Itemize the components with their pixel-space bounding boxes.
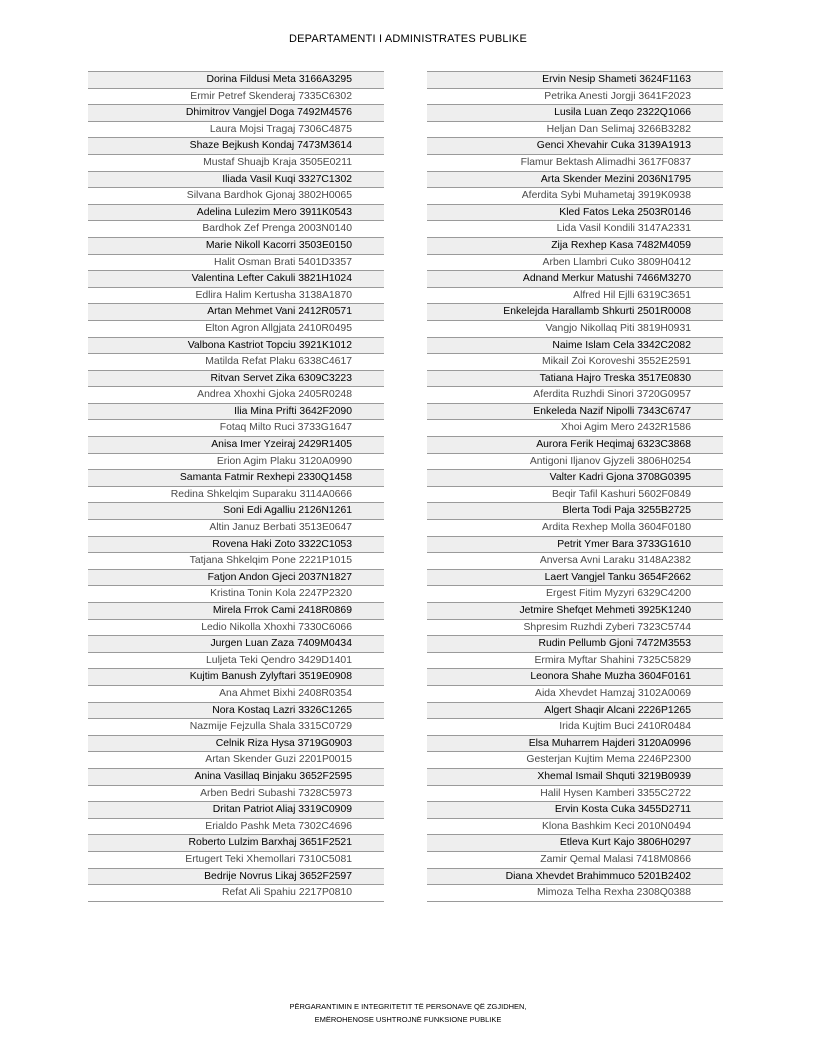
list-row: Ana Ahmet Bixhi 2408R0354 <box>88 686 384 703</box>
list-row: Artan Skender Guzi 2201P0015 <box>88 752 384 769</box>
page-title: DEPARTAMENTI I ADMINISTRATES PUBLIKE <box>288 33 528 45</box>
list-row: Samanta Fatmir Rexhepi 2330Q1458 <box>88 470 384 487</box>
list-row: Ertugert Teki Xhemollari 7310C5081 <box>88 852 384 869</box>
list-row: Petrit Ymer Bara 3733G1610 <box>427 537 723 554</box>
list-row: Anversa Avni Laraku 3148A2382 <box>427 553 723 570</box>
list-row: Genci Xhevahir Cuka 3139A1913 <box>427 138 723 155</box>
footer-line-1: PËRGARANTIMIN E INTEGRITETIT TË PERSONAVE QË ZGJIDHEN, <box>289 1002 527 1011</box>
list-row: Enkelejda Harallamb Shkurti 2501R0008 <box>427 304 723 321</box>
list-row: Elsa Muharrem Hajderi 3120A0996 <box>427 736 723 753</box>
list-row: Redina Shkelqim Suparaku 3114A0666 <box>88 487 384 504</box>
list-row: Rudin Pellumb Gjoni 7472M3553 <box>427 636 723 653</box>
list-row: Petrika Anesti Jorgji 3641F2023 <box>427 89 723 106</box>
list-row: Aurora Ferik Heqimaj 6323C3868 <box>427 437 723 454</box>
list-row: Ermira Myftar Shahini 7325C5829 <box>427 653 723 670</box>
list-row: Arben Bedri Subashi 7328C5973 <box>88 786 384 803</box>
list-row: Zija Rexhep Kasa 7482M4059 <box>427 238 723 255</box>
list-row: Fotaq Milto Ruci 3733G1647 <box>88 420 384 437</box>
list-row: Refat Ali Spahiu 2217P0810 <box>88 885 384 902</box>
list-row: Elton Agron Allgjata 2410R0495 <box>88 321 384 338</box>
list-row: Xhemal Ismail Shquti 3219B0939 <box>427 769 723 786</box>
list-row: Ilia Mina Prifti 3642F2090 <box>88 404 384 421</box>
list-row: Beqir Tafil Kashuri 5602F0849 <box>427 487 723 504</box>
list-row: Irida Kujtim Buci 2410R0484 <box>427 719 723 736</box>
list-row: Alfred Hil Ejlli 6319C3651 <box>427 288 723 305</box>
list-row: Enkeleda Nazif Nipolli 7343C6747 <box>427 404 723 421</box>
list-row: Diana Xhevdet Brahimmuco 5201B2402 <box>427 869 723 886</box>
list-row: Celnik Riza Hysa 3719G0903 <box>88 736 384 753</box>
list-row: Fatjon Andon Gjeci 2037N1827 <box>88 570 384 587</box>
list-row: Adnand Merkur Matushi 7466M3270 <box>427 271 723 288</box>
list-row: Valentina Lefter Cakuli 3821H1024 <box>88 271 384 288</box>
list-row: Mustaf Shuajb Kraja 3505E0211 <box>88 155 384 172</box>
list-row: Halit Osman Brati 5401D3357 <box>88 255 384 272</box>
list-row: Rovena Haki Zoto 3322C1053 <box>88 537 384 554</box>
list-row: Lusila Luan Zeqo 2322Q1066 <box>427 105 723 122</box>
list-row: Anina Vasillaq Binjaku 3652F2595 <box>88 769 384 786</box>
list-row: Xhoi Agim Mero 2432R1586 <box>427 420 723 437</box>
footer-line-2: EMËROHENOSE USHTROJNË FUNKSIONE PUBLIKE <box>314 1015 502 1024</box>
page-footer <box>0 1000 816 1026</box>
list-row: Leonora Shahe Muzha 3604F0161 <box>427 669 723 686</box>
list-row: Anisa Imer Yzeiraj 2429R1405 <box>88 437 384 454</box>
list-row: Erion Agim Plaku 3120A0990 <box>88 454 384 471</box>
list-row: Matilda Refat Plaku 6338C4617 <box>88 354 384 371</box>
list-row: Ermir Petref Skenderaj 7335C6302 <box>88 89 384 106</box>
list-row: Shaze Bejkush Kondaj 7473M3614 <box>88 138 384 155</box>
list-row: Kristina Tonin Kola 2247P2320 <box>88 586 384 603</box>
list-row: Mimoza Telha Rexha 2308Q0388 <box>427 885 723 902</box>
list-row: Silvana Bardhok Gjonaj 3802H0065 <box>88 188 384 205</box>
list-row: Jetmire Shefqet Mehmeti 3925K1240 <box>427 603 723 620</box>
list-row: Ardita Rexhep Molla 3604F0180 <box>427 520 723 537</box>
list-row: Aferdita Sybi Muhametaj 3919K0938 <box>427 188 723 205</box>
list-row: Bardhok Zef Prenga 2003N0140 <box>88 221 384 238</box>
list-row: Gesterjan Kujtim Mema 2246P2300 <box>427 752 723 769</box>
list-row: Valbona Kastriot Topciu 3921K1012 <box>88 338 384 355</box>
list-row: Edlira Halim Kertusha 3138A1870 <box>88 288 384 305</box>
list-row: Ervin Kosta Cuka 3455D2711 <box>427 802 723 819</box>
list-row: Lida Vasil Kondili 3147A2331 <box>427 221 723 238</box>
list-row: Roberto Lulzim Barxhaj 3651F2521 <box>88 835 384 852</box>
list-row: Jurgen Luan Zaza 7409M0434 <box>88 636 384 653</box>
list-row: Aida Xhevdet Hamzaj 3102A0069 <box>427 686 723 703</box>
list-row: Shpresim Ruzhdi Zyberi 7323C5744 <box>427 620 723 637</box>
list-row: Antigoni Iljanov Gjyzeli 3806H0254 <box>427 454 723 471</box>
list-row: Kujtim Banush Zylyftari 3519E0908 <box>88 669 384 686</box>
list-row: Tatjana Shkelqim Pone 2221P1015 <box>88 553 384 570</box>
list-row: Luljeta Teki Qendro 3429D1401 <box>88 653 384 670</box>
list-row: Adelina Lulezim Mero 3911K0543 <box>88 205 384 222</box>
list-row: Marie Nikoll Kacorri 3503E0150 <box>88 238 384 255</box>
list-row: Soni Edi Agalliu 2126N1261 <box>88 503 384 520</box>
list-row: Halil Hysen Kamberi 3355C2722 <box>427 786 723 803</box>
list-row: Bedrije Novrus Likaj 3652F2597 <box>88 869 384 886</box>
list-row: Dorina Fildusi Meta 3166A3295 <box>88 72 384 89</box>
list-row: Blerta Todi Paja 3255B2725 <box>427 503 723 520</box>
list-row: Zamir Qemal Malasi 7418M0866 <box>427 852 723 869</box>
list-row: Tatiana Hajro Treska 3517E0830 <box>427 371 723 388</box>
list-row: Algert Shaqir Alcani 2226P1265 <box>427 703 723 720</box>
list-row: Artan Mehmet Vani 2412R0571 <box>88 304 384 321</box>
list-row: Mikail Zoi Koroveshi 3552E2591 <box>427 354 723 371</box>
list-row: Ervin Nesip Shameti 3624F1163 <box>427 72 723 89</box>
list-row: Erialdo Pashk Meta 7302C4696 <box>88 819 384 836</box>
list-row: Mirela Frrok Cami 2418R0869 <box>88 603 384 620</box>
left-name-list <box>88 71 384 902</box>
list-row: Altin Januz Berbati 3513E0647 <box>88 520 384 537</box>
list-row: Ledio Nikolla Xhoxhi 7330C6066 <box>88 620 384 637</box>
list-row: Ritvan Servet Zika 6309C3223 <box>88 371 384 388</box>
list-row: Vangjo Nikollaq Piti 3819H0931 <box>427 321 723 338</box>
list-row: Etleva Kurt Kajo 3806H0297 <box>427 835 723 852</box>
list-row: Arta Skender Mezini 2036N1795 <box>427 172 723 189</box>
list-row: Dritan Patriot Aliaj 3319C0909 <box>88 802 384 819</box>
right-name-list <box>427 71 723 902</box>
list-row: Aferdita Ruzhdi Sinori 3720G0957 <box>427 387 723 404</box>
list-row: Arben Llambri Cuko 3809H0412 <box>427 255 723 272</box>
list-row: Nazmije Fejzulla Shala 3315C0729 <box>88 719 384 736</box>
list-row: Naime Islam Cela 3342C2082 <box>427 338 723 355</box>
list-row: Nora Kostaq Lazri 3326C1265 <box>88 703 384 720</box>
list-row: Flamur Bektash Alimadhi 3617F0837 <box>427 155 723 172</box>
list-row: Klona Bashkim Keci 2010N0494 <box>427 819 723 836</box>
list-row: Ergest Fitim Myzyri 6329C4200 <box>427 586 723 603</box>
list-row: Heljan Dan Selimaj 3266B3282 <box>427 122 723 139</box>
list-row: Laura Mojsi Tragaj 7306C4875 <box>88 122 384 139</box>
list-row: Kled Fatos Leka 2503R0146 <box>427 205 723 222</box>
list-row: Dhimitrov Vangjel Doga 7492M4576 <box>88 105 384 122</box>
list-row: Andrea Xhoxhi Gjoka 2405R0248 <box>88 387 384 404</box>
list-row: Iliada Vasil Kuqi 3327C1302 <box>88 172 384 189</box>
list-row: Valter Kadri Gjona 3708G0395 <box>427 470 723 487</box>
list-row: Laert Vangjel Tanku 3654F2662 <box>427 570 723 587</box>
